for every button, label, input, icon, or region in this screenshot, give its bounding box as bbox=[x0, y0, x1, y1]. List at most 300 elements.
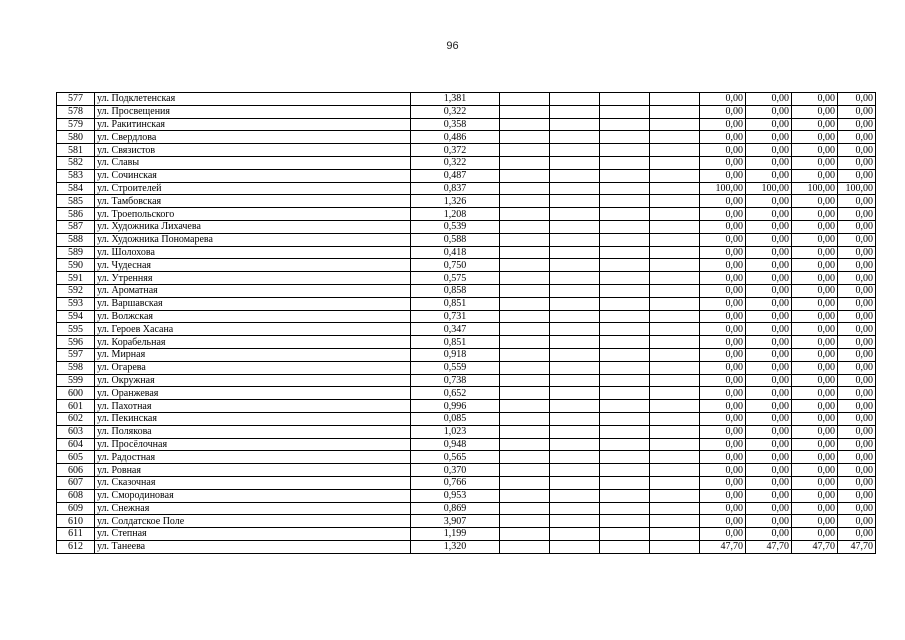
street-length: 0,085 bbox=[411, 412, 500, 425]
street-length: 0,347 bbox=[411, 323, 500, 336]
percent-value: 100,00 bbox=[700, 182, 746, 195]
street-name: ул. Славы bbox=[95, 156, 411, 169]
percent-value: 0,00 bbox=[700, 105, 746, 118]
percent-value: 0,00 bbox=[746, 195, 792, 208]
empty-cell bbox=[650, 93, 700, 106]
street-length: 0,953 bbox=[411, 489, 500, 502]
percent-value: 0,00 bbox=[838, 118, 876, 131]
percent-value: 0,00 bbox=[792, 156, 838, 169]
percent-value: 0,00 bbox=[700, 259, 746, 272]
row-number: 595 bbox=[57, 323, 95, 336]
empty-cell bbox=[500, 105, 550, 118]
percent-value: 47,70 bbox=[746, 540, 792, 553]
empty-cell bbox=[550, 387, 600, 400]
percent-value: 0,00 bbox=[838, 105, 876, 118]
empty-cell bbox=[550, 489, 600, 502]
empty-cell bbox=[500, 361, 550, 374]
page-number: 96 bbox=[446, 40, 459, 52]
street-name: ул. Просёлочная bbox=[95, 438, 411, 451]
percent-value: 0,00 bbox=[792, 297, 838, 310]
empty-cell bbox=[550, 323, 600, 336]
percent-value: 0,00 bbox=[746, 387, 792, 400]
empty-cell bbox=[650, 118, 700, 131]
empty-cell bbox=[650, 374, 700, 387]
percent-value: 0,00 bbox=[792, 438, 838, 451]
percent-value: 0,00 bbox=[792, 220, 838, 233]
empty-cell bbox=[550, 208, 600, 221]
empty-cell bbox=[550, 118, 600, 131]
percent-value: 0,00 bbox=[746, 246, 792, 259]
empty-cell bbox=[550, 451, 600, 464]
percent-value: 0,00 bbox=[838, 528, 876, 541]
street-name: ул. Радостная bbox=[95, 451, 411, 464]
percent-value: 0,00 bbox=[792, 361, 838, 374]
empty-cell bbox=[650, 297, 700, 310]
empty-cell bbox=[650, 361, 700, 374]
percent-value: 0,00 bbox=[700, 144, 746, 157]
percent-value: 0,00 bbox=[838, 400, 876, 413]
row-number: 588 bbox=[57, 233, 95, 246]
percent-value: 0,00 bbox=[746, 400, 792, 413]
percent-value: 0,00 bbox=[746, 259, 792, 272]
percent-value: 0,00 bbox=[838, 502, 876, 515]
street-name: ул. Полякова bbox=[95, 425, 411, 438]
table-row bbox=[57, 144, 876, 157]
empty-cell bbox=[500, 387, 550, 400]
percent-value: 0,00 bbox=[746, 476, 792, 489]
percent-value: 0,00 bbox=[700, 348, 746, 361]
table-row bbox=[57, 208, 876, 221]
percent-value: 0,00 bbox=[792, 425, 838, 438]
empty-cell bbox=[550, 540, 600, 553]
empty-cell bbox=[550, 438, 600, 451]
empty-cell bbox=[650, 348, 700, 361]
percent-value: 0,00 bbox=[700, 412, 746, 425]
percent-value: 0,00 bbox=[700, 131, 746, 144]
street-name: ул. Тамбовская bbox=[95, 195, 411, 208]
percent-value: 100,00 bbox=[838, 182, 876, 195]
row-number: 591 bbox=[57, 272, 95, 285]
percent-value: 0,00 bbox=[700, 156, 746, 169]
percent-value: 0,00 bbox=[792, 387, 838, 400]
empty-cell bbox=[650, 195, 700, 208]
percent-value: 0,00 bbox=[746, 144, 792, 157]
table-row bbox=[57, 105, 876, 118]
table-row bbox=[57, 476, 876, 489]
percent-value: 0,00 bbox=[838, 438, 876, 451]
street-name: ул. Танеева bbox=[95, 540, 411, 553]
percent-value: 0,00 bbox=[838, 374, 876, 387]
empty-cell bbox=[600, 169, 650, 182]
percent-value: 0,00 bbox=[838, 144, 876, 157]
percent-value: 0,00 bbox=[700, 387, 746, 400]
row-number: 586 bbox=[57, 208, 95, 221]
empty-cell bbox=[600, 284, 650, 297]
row-number: 602 bbox=[57, 412, 95, 425]
percent-value: 47,70 bbox=[838, 540, 876, 553]
empty-cell bbox=[650, 246, 700, 259]
street-name: ул. Пекинская bbox=[95, 412, 411, 425]
percent-value: 100,00 bbox=[746, 182, 792, 195]
empty-cell bbox=[550, 284, 600, 297]
row-number: 578 bbox=[57, 105, 95, 118]
percent-value: 0,00 bbox=[792, 208, 838, 221]
empty-cell bbox=[550, 515, 600, 528]
percent-value: 0,00 bbox=[838, 195, 876, 208]
empty-cell bbox=[650, 156, 700, 169]
percent-value: 0,00 bbox=[746, 220, 792, 233]
row-number: 606 bbox=[57, 464, 95, 477]
street-length: 1,208 bbox=[411, 208, 500, 221]
empty-cell bbox=[600, 156, 650, 169]
empty-cell bbox=[600, 336, 650, 349]
percent-value: 0,00 bbox=[792, 412, 838, 425]
row-number: 594 bbox=[57, 310, 95, 323]
table-row bbox=[57, 272, 876, 285]
percent-value: 0,00 bbox=[838, 259, 876, 272]
street-name: ул. Просвещения bbox=[95, 105, 411, 118]
street-length: 0,918 bbox=[411, 348, 500, 361]
street-length: 0,322 bbox=[411, 156, 500, 169]
percent-value: 0,00 bbox=[838, 297, 876, 310]
empty-cell bbox=[500, 374, 550, 387]
table-row bbox=[57, 489, 876, 502]
empty-cell bbox=[600, 528, 650, 541]
empty-cell bbox=[600, 412, 650, 425]
percent-value: 0,00 bbox=[792, 284, 838, 297]
empty-cell bbox=[600, 131, 650, 144]
table-row bbox=[57, 93, 876, 106]
row-number: 600 bbox=[57, 387, 95, 400]
row-number: 612 bbox=[57, 540, 95, 553]
empty-cell bbox=[500, 144, 550, 157]
empty-cell bbox=[550, 400, 600, 413]
empty-cell bbox=[500, 425, 550, 438]
percent-value: 0,00 bbox=[792, 195, 838, 208]
street-length: 1,320 bbox=[411, 540, 500, 553]
empty-cell bbox=[600, 310, 650, 323]
empty-cell bbox=[650, 182, 700, 195]
street-length: 1,381 bbox=[411, 93, 500, 106]
row-number: 582 bbox=[57, 156, 95, 169]
percent-value: 0,00 bbox=[700, 400, 746, 413]
table-row bbox=[57, 528, 876, 541]
empty-cell bbox=[550, 464, 600, 477]
table-row bbox=[57, 464, 876, 477]
row-number: 609 bbox=[57, 502, 95, 515]
empty-cell bbox=[500, 246, 550, 259]
table-row bbox=[57, 515, 876, 528]
street-name: ул. Художника Лихачева bbox=[95, 220, 411, 233]
row-number: 598 bbox=[57, 361, 95, 374]
empty-cell bbox=[550, 105, 600, 118]
empty-cell bbox=[600, 297, 650, 310]
percent-value: 0,00 bbox=[746, 297, 792, 310]
street-length: 0,539 bbox=[411, 220, 500, 233]
empty-cell bbox=[600, 540, 650, 553]
percent-value: 0,00 bbox=[700, 208, 746, 221]
empty-cell bbox=[650, 438, 700, 451]
percent-value: 0,00 bbox=[700, 528, 746, 541]
percent-value: 0,00 bbox=[838, 412, 876, 425]
percent-value: 0,00 bbox=[792, 169, 838, 182]
percent-value: 0,00 bbox=[746, 412, 792, 425]
percent-value: 0,00 bbox=[746, 323, 792, 336]
row-number: 599 bbox=[57, 374, 95, 387]
street-name: ул. Троепольского bbox=[95, 208, 411, 221]
street-length: 0,575 bbox=[411, 272, 500, 285]
percent-value: 0,00 bbox=[838, 348, 876, 361]
street-name: ул. Художника Пономарева bbox=[95, 233, 411, 246]
street-length: 0,851 bbox=[411, 336, 500, 349]
street-name: ул. Ровная bbox=[95, 464, 411, 477]
percent-value: 0,00 bbox=[746, 208, 792, 221]
street-name: ул. Ракитинская bbox=[95, 118, 411, 131]
percent-value: 0,00 bbox=[838, 387, 876, 400]
percent-value: 0,00 bbox=[700, 233, 746, 246]
empty-cell bbox=[600, 502, 650, 515]
street-name: ул. Строителей bbox=[95, 182, 411, 195]
table-row bbox=[57, 400, 876, 413]
row-number: 585 bbox=[57, 195, 95, 208]
street-name: ул. Утренняя bbox=[95, 272, 411, 285]
row-number: 603 bbox=[57, 425, 95, 438]
percent-value: 0,00 bbox=[746, 131, 792, 144]
percent-value: 0,00 bbox=[746, 489, 792, 502]
percent-value: 0,00 bbox=[792, 93, 838, 106]
row-number: 610 bbox=[57, 515, 95, 528]
empty-cell bbox=[550, 156, 600, 169]
row-number: 597 bbox=[57, 348, 95, 361]
empty-cell bbox=[500, 195, 550, 208]
street-length: 0,948 bbox=[411, 438, 500, 451]
empty-cell bbox=[600, 182, 650, 195]
empty-cell bbox=[650, 400, 700, 413]
empty-cell bbox=[600, 233, 650, 246]
empty-cell bbox=[650, 515, 700, 528]
empty-cell bbox=[550, 348, 600, 361]
empty-cell bbox=[650, 387, 700, 400]
percent-value: 0,00 bbox=[792, 502, 838, 515]
empty-cell bbox=[650, 272, 700, 285]
empty-cell bbox=[550, 144, 600, 157]
street-length: 0,487 bbox=[411, 169, 500, 182]
empty-cell bbox=[500, 259, 550, 272]
table-row bbox=[57, 297, 876, 310]
empty-cell bbox=[550, 131, 600, 144]
empty-cell bbox=[600, 361, 650, 374]
percent-value: 0,00 bbox=[792, 144, 838, 157]
percent-value: 0,00 bbox=[838, 233, 876, 246]
percent-value: 0,00 bbox=[746, 169, 792, 182]
empty-cell bbox=[650, 528, 700, 541]
street-name: ул. Окружная bbox=[95, 374, 411, 387]
percent-value: 0,00 bbox=[838, 323, 876, 336]
street-length: 0,486 bbox=[411, 131, 500, 144]
table-row bbox=[57, 169, 876, 182]
percent-value: 0,00 bbox=[792, 400, 838, 413]
empty-cell bbox=[550, 169, 600, 182]
percent-value: 0,00 bbox=[746, 156, 792, 169]
empty-cell bbox=[550, 361, 600, 374]
table-row bbox=[57, 323, 876, 336]
percent-value: 0,00 bbox=[746, 502, 792, 515]
empty-cell bbox=[650, 259, 700, 272]
row-number: 604 bbox=[57, 438, 95, 451]
empty-cell bbox=[500, 464, 550, 477]
empty-cell bbox=[600, 144, 650, 157]
row-number: 584 bbox=[57, 182, 95, 195]
percent-value: 0,00 bbox=[700, 425, 746, 438]
percent-value: 0,00 bbox=[700, 361, 746, 374]
percent-value: 0,00 bbox=[700, 374, 746, 387]
table-body bbox=[57, 93, 876, 554]
empty-cell bbox=[650, 131, 700, 144]
empty-cell bbox=[650, 412, 700, 425]
street-length: 3,907 bbox=[411, 515, 500, 528]
empty-cell bbox=[500, 515, 550, 528]
empty-cell bbox=[650, 310, 700, 323]
empty-cell bbox=[550, 502, 600, 515]
street-name: ул. Пахотная bbox=[95, 400, 411, 413]
percent-value: 0,00 bbox=[700, 451, 746, 464]
row-number: 601 bbox=[57, 400, 95, 413]
empty-cell bbox=[500, 284, 550, 297]
street-name: ул. Свердлова bbox=[95, 131, 411, 144]
street-length: 0,322 bbox=[411, 105, 500, 118]
percent-value: 0,00 bbox=[838, 361, 876, 374]
table-row bbox=[57, 387, 876, 400]
percent-value: 100,00 bbox=[792, 182, 838, 195]
empty-cell bbox=[600, 259, 650, 272]
percent-value: 0,00 bbox=[838, 451, 876, 464]
street-length: 1,326 bbox=[411, 195, 500, 208]
percent-value: 0,00 bbox=[700, 489, 746, 502]
percent-value: 0,00 bbox=[838, 476, 876, 489]
row-number: 608 bbox=[57, 489, 95, 502]
streets-table bbox=[56, 92, 876, 554]
percent-value: 0,00 bbox=[792, 515, 838, 528]
street-length: 0,766 bbox=[411, 476, 500, 489]
percent-value: 0,00 bbox=[746, 464, 792, 477]
percent-value: 0,00 bbox=[746, 118, 792, 131]
street-name: ул. Чудесная bbox=[95, 259, 411, 272]
street-name: ул. Волжская bbox=[95, 310, 411, 323]
empty-cell bbox=[650, 169, 700, 182]
street-length: 0,559 bbox=[411, 361, 500, 374]
street-name: ул. Сказочная bbox=[95, 476, 411, 489]
empty-cell bbox=[650, 540, 700, 553]
table-row bbox=[57, 195, 876, 208]
street-name: ул. Ароматная bbox=[95, 284, 411, 297]
percent-value: 0,00 bbox=[700, 336, 746, 349]
row-number: 596 bbox=[57, 336, 95, 349]
empty-cell bbox=[600, 374, 650, 387]
street-name: ул. Мирная bbox=[95, 348, 411, 361]
empty-cell bbox=[600, 476, 650, 489]
table-row bbox=[57, 348, 876, 361]
percent-value: 0,00 bbox=[700, 195, 746, 208]
street-name: ул. Героев Хасана bbox=[95, 323, 411, 336]
percent-value: 0,00 bbox=[792, 272, 838, 285]
empty-cell bbox=[650, 451, 700, 464]
percent-value: 0,00 bbox=[838, 272, 876, 285]
table-row bbox=[57, 451, 876, 464]
percent-value: 0,00 bbox=[746, 310, 792, 323]
empty-cell bbox=[550, 310, 600, 323]
empty-cell bbox=[500, 182, 550, 195]
empty-cell bbox=[550, 93, 600, 106]
empty-cell bbox=[500, 272, 550, 285]
empty-cell bbox=[650, 144, 700, 157]
percent-value: 0,00 bbox=[792, 528, 838, 541]
empty-cell bbox=[650, 208, 700, 221]
empty-cell bbox=[650, 464, 700, 477]
percent-value: 0,00 bbox=[746, 284, 792, 297]
percent-value: 0,00 bbox=[838, 220, 876, 233]
empty-cell bbox=[650, 323, 700, 336]
street-name: ул. Снежная bbox=[95, 502, 411, 515]
percent-value: 0,00 bbox=[700, 297, 746, 310]
empty-cell bbox=[550, 182, 600, 195]
street-name: ул. Связистов bbox=[95, 144, 411, 157]
street-name: ул. Оранжевая bbox=[95, 387, 411, 400]
table-row bbox=[57, 374, 876, 387]
table-row bbox=[57, 540, 876, 553]
street-length: 1,199 bbox=[411, 528, 500, 541]
street-length: 0,869 bbox=[411, 502, 500, 515]
percent-value: 0,00 bbox=[838, 131, 876, 144]
percent-value: 0,00 bbox=[838, 284, 876, 297]
table-row bbox=[57, 336, 876, 349]
percent-value: 0,00 bbox=[700, 246, 746, 259]
empty-cell bbox=[600, 208, 650, 221]
percent-value: 0,00 bbox=[838, 156, 876, 169]
percent-value: 0,00 bbox=[746, 105, 792, 118]
empty-cell bbox=[550, 272, 600, 285]
street-length: 0,588 bbox=[411, 233, 500, 246]
percent-value: 0,00 bbox=[746, 348, 792, 361]
table-row bbox=[57, 233, 876, 246]
empty-cell bbox=[500, 208, 550, 221]
empty-cell bbox=[600, 195, 650, 208]
empty-cell bbox=[500, 502, 550, 515]
percent-value: 0,00 bbox=[700, 502, 746, 515]
percent-value: 0,00 bbox=[838, 489, 876, 502]
table-row bbox=[57, 131, 876, 144]
empty-cell bbox=[550, 336, 600, 349]
empty-cell bbox=[650, 284, 700, 297]
empty-cell bbox=[600, 118, 650, 131]
table-row bbox=[57, 310, 876, 323]
street-length: 0,731 bbox=[411, 310, 500, 323]
percent-value: 0,00 bbox=[700, 476, 746, 489]
percent-value: 0,00 bbox=[792, 464, 838, 477]
empty-cell bbox=[500, 489, 550, 502]
percent-value: 0,00 bbox=[700, 284, 746, 297]
table-row bbox=[57, 361, 876, 374]
street-length: 0,418 bbox=[411, 246, 500, 259]
table-row bbox=[57, 118, 876, 131]
street-length: 0,750 bbox=[411, 259, 500, 272]
empty-cell bbox=[600, 272, 650, 285]
street-name: ул. Смородиновая bbox=[95, 489, 411, 502]
percent-value: 0,00 bbox=[746, 272, 792, 285]
street-length: 0,738 bbox=[411, 374, 500, 387]
row-number: 605 bbox=[57, 451, 95, 464]
percent-value: 0,00 bbox=[700, 323, 746, 336]
empty-cell bbox=[500, 310, 550, 323]
